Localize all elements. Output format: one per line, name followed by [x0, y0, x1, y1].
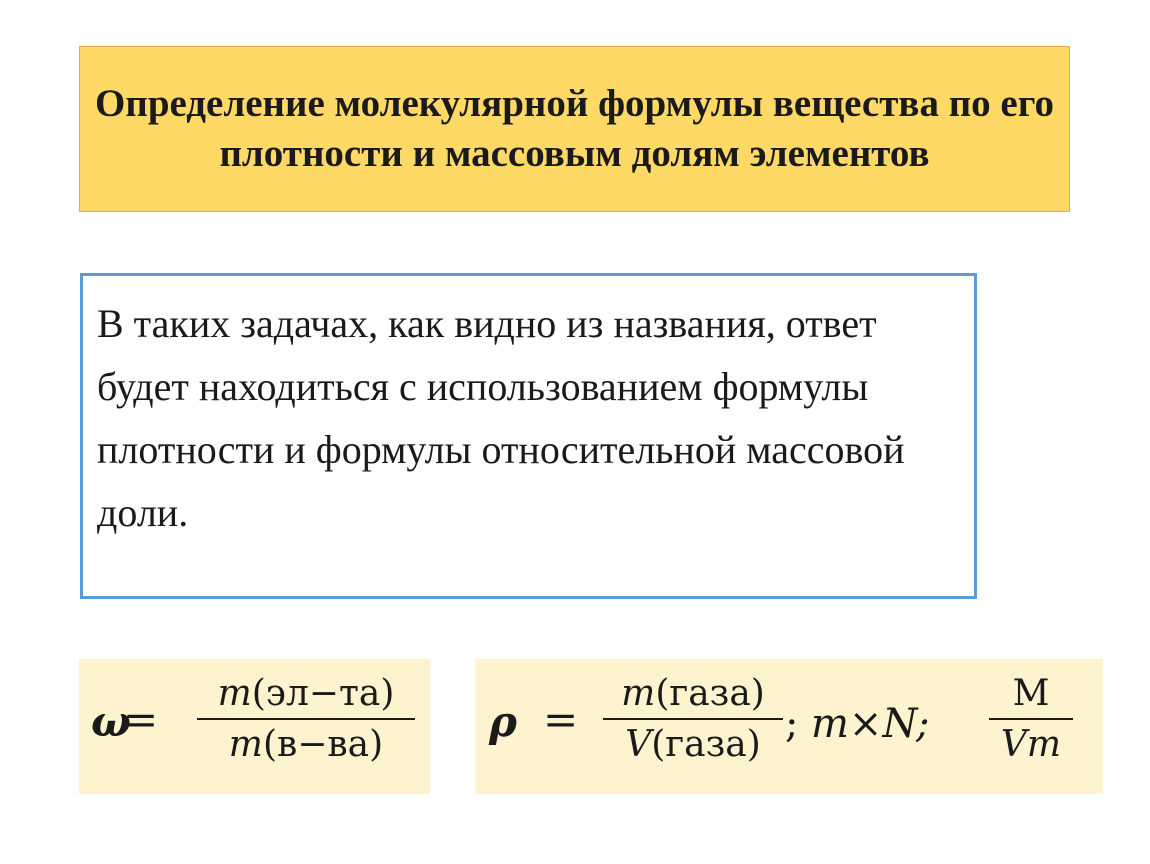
title-banner	[79, 46, 1070, 212]
rho-den-var: V	[625, 724, 652, 765]
molar-denominator: Vm	[1000, 724, 1062, 765]
omega-numerator	[197, 673, 415, 714]
molar-product: m×N;	[811, 701, 930, 747]
mass-fraction-formula	[79, 659, 430, 794]
rho-fraction	[603, 673, 783, 765]
omega-fraction	[197, 673, 415, 765]
rho-fraction-bar	[603, 718, 783, 720]
omega-den-arg: (в−ва)	[262, 724, 384, 765]
rho-numerator	[603, 673, 783, 714]
molar-fraction	[989, 673, 1073, 765]
rho-separator: ;	[785, 701, 799, 747]
explanation-box	[80, 273, 977, 599]
density-formula	[475, 659, 1103, 794]
omega-symbol: ω	[91, 697, 131, 746]
rho-symbol: ρ	[489, 697, 517, 746]
omega-num-arg: (эл−та)	[251, 673, 395, 714]
omega-fraction-bar	[197, 718, 415, 720]
rho-denominator	[603, 724, 783, 765]
rho-den-arg: (газа)	[651, 724, 761, 765]
rho-num-var: m	[621, 673, 656, 714]
rho-num-arg: (газа)	[655, 673, 765, 714]
molar-numerator: M	[1012, 673, 1050, 714]
omega-equals: =	[123, 695, 159, 744]
omega-den-var: m	[228, 724, 263, 765]
molar-fraction-bar	[989, 718, 1073, 720]
rho-equals: =	[543, 695, 579, 744]
explanation-text: В таких задачах, как видно из названия, ответ будет находиться с использованием формулы плотности и формулы относительной массовой доли.	[97, 301, 905, 535]
omega-denominator	[197, 724, 415, 765]
omega-num-var: m	[217, 673, 252, 714]
page-title: Определение молекулярной формулы вещества по его плотности и массовым долям элементов	[95, 82, 1054, 175]
